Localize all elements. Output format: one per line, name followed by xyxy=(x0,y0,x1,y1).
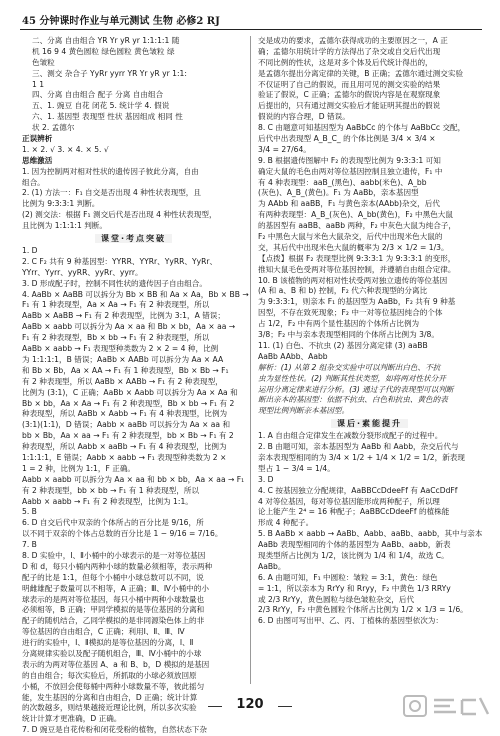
left-text-line: 1. 因为控制两对相对性状的遗传因子彼此分离，自由 xyxy=(22,166,199,176)
right-text-line: 1. A 自由组合定律发生在减数分裂形成配子的过程中。 xyxy=(258,431,443,441)
right-text-line: 后代中出表现型 A_B_C_ 的个体比例是 3/4 × 3/4 × xyxy=(258,134,436,144)
right-text-line: 形成 4 种配子。 xyxy=(258,518,314,528)
left-text-line: 1:1:1:1，E 错误；Aabb × aabb → F₁ 表现型种类数为 2 × xyxy=(22,452,227,462)
right-text-line: AaBb 表现型相同的个体的基因型为 AaBb、aabb，新表 xyxy=(258,540,451,550)
right-text-line: 2. B 由题可知，亲本基因型为 AaBb 和 Aabb，杂交后代与 xyxy=(258,442,459,452)
right-column xyxy=(258,36,481,684)
right-text-line: AaBb。 xyxy=(258,561,286,571)
left-text-line: 3. D 形成配子时，控制不同性状的遗传因子自由组合。 xyxy=(22,278,207,288)
right-text-line: 4. C 按基因独立分配规律，AaBBCcDdeeFf 有 AaCcDdFf xyxy=(258,485,458,495)
right-text-line: (灰色)、A_B_(黄色)。F₁ 为 AaBb，亲本基因型 xyxy=(258,188,419,198)
left-text-line: 配子的比是 1:1，但每个小桶中小球总数可以不同，说 xyxy=(22,572,204,582)
left-text-line: 4. AaBb × AaBB 可以拆分为 Bb × BB 和 Aa × Aa，Bb × BB → xyxy=(22,289,249,299)
right-text-line: 【点拨】根据 F₂ 表现型比例 9:3:3:1 为 9:3:3:1 的变形， xyxy=(258,253,456,263)
right-text-line: 的基因型有 aaBB、aaBb 两种，F₂ 中灰色大鼠为纯合子， xyxy=(258,221,456,231)
left-text-line: Aabb × aabb → F₁ 有 2 种表现型，比例为 1:1。 xyxy=(22,496,193,506)
left-text-line: 7. B xyxy=(22,540,37,550)
left-text-line: 6. D 自交后代中双亲的个体所占的百分比是 9/16，所 xyxy=(22,518,204,528)
left-text-line: 组合。 xyxy=(22,177,45,187)
right-text-line: 验证了假说，C 正确；孟德尔的假说内容是在观察现象 xyxy=(258,90,441,100)
right-text-line: 交是成功的要求，孟德尔获得成功的主要原因之一，A 正 xyxy=(258,36,448,45)
right-text-line: 交，其后代中出现米色大鼠的概率为 2/3 × 1/2 = 1/3。 xyxy=(258,242,449,252)
header-rule xyxy=(20,29,482,30)
left-text-line: 1 = 2 种，比例为 1:1，F 正确。 xyxy=(22,463,136,473)
right-text-line: 3/8；F₂ 中与亲本表现型相同的个体所占比例为 3/8。 xyxy=(258,330,439,340)
left-text-line: F₁ 有 1 种表现型，Aa × Aa → F₁ 有 2 种表现型，所以 xyxy=(22,300,210,310)
left-text-line: 有 2 种表现型，bb × bb → F₁ 有 1 种表现型，所以 xyxy=(22,485,200,495)
left-text-line: 进行的实验中，Ⅰ、Ⅱ模拟的是等位基因的分离，Ⅰ、Ⅱ xyxy=(22,638,194,648)
footer-dash-left xyxy=(208,706,222,707)
left-text-line: AaBb × aabb 可以拆分为 Aa × aa 和 Bb × bb，Aa × aa → xyxy=(22,322,236,332)
left-text-line: 必须相等，B 正确；甲同学模拟的是等位基因的分离和 xyxy=(22,605,205,615)
column-divider xyxy=(250,36,251,684)
right-text-line: 现类型所占比例为 1/2，该比例为 1/4 和 1/4，故选 C。 xyxy=(258,550,449,560)
left-text-line: 1. D xyxy=(22,246,38,256)
left-text-line: 统计计算才更准确，D 正确。 xyxy=(22,714,122,724)
left-text-line: D 和 d，每只小桶内两种小球的数量必须相等，表示两种 xyxy=(22,561,213,571)
left-text-line: 为 1:1:1:1，B 错误；AaBb × AABb 可以拆分为 Aa × AA xyxy=(22,354,224,364)
left-section-title-text: 课堂·考点突破 xyxy=(95,234,172,243)
left-text-line: 二、分离 自由组合 YR Yr yR yr 1:1:1:1 随 xyxy=(32,36,180,45)
left-text-line: AaBb × AaBB → F₁ 有 2 种表现型，比例为 3:1，A 错误； xyxy=(22,311,225,321)
right-text-line: 3. D xyxy=(258,474,274,484)
right-text-line: 型占 1 − 3/4 = 1/4。 xyxy=(258,463,335,473)
left-text-line: 分离规律实验以及配子随机组合，Ⅲ、Ⅳ小桶中的小球 xyxy=(22,648,202,658)
left-text-line: 1 1 xyxy=(32,79,45,89)
left-text-line: 5. B xyxy=(22,507,37,517)
right-text-line: 为 AAbb 和 aaBB，F₁ 与黄色亲本(AAbb)杂交，后代 xyxy=(258,199,440,209)
left-text-line: (3:1)(1:1)，D 错误；Aabb × aaBb 可以拆分为 Aa × aa 和 xyxy=(22,420,231,430)
left-text-line: 机 16 9 4 黄色圆粒 绿色圆粒 黄色皱粒 绿 xyxy=(32,46,175,56)
footer-dash-right xyxy=(278,706,292,707)
left-text-line: 球表示的是两对等位基因，每只小桶中两种小球数量也 xyxy=(22,594,205,604)
left-text-line: 的次数越多，则结果越接近理论比例，所以多次实验 xyxy=(22,703,197,713)
right-section-title xyxy=(258,417,481,431)
right-text-line: 因型，不存在致死现象；F₂ 中一对等位基因纯合的个体 xyxy=(258,308,443,318)
right-text-line: 虫为显性性状。(2) 判断其性状类型，如将两对性状分开 xyxy=(258,373,446,383)
right-text-line: 确定大鼠的毛色由两对等位基因控制且独立遗传，F₁ 中 xyxy=(258,166,443,176)
left-text-line: F₁ 有 2 种表现型，Bb × bb → F₁ 有 2 种表现型，所以 xyxy=(22,333,210,343)
left-text-line: (2) 测交法：根据 F₁ 测交后代是否出现 4 种性状表现型， xyxy=(22,210,217,220)
left-text-line: YYrr、Yyrr、yyRR、yyRr、yyrr。 xyxy=(22,267,143,277)
left-text-line: 的自由组合；每次实验后，所抓取的小球必须放回原 xyxy=(22,670,197,680)
left-text-line: 配子的随机结合，乙同学模拟的是非同源染色体上的非 xyxy=(22,616,205,626)
right-section-title-text: 课后·素能提升 xyxy=(331,419,408,428)
left-text-line: 1. × 2. √ 3. × 4. × 5. √ xyxy=(22,144,109,154)
left-text-line: 六、1. 基因型 表现型 性状 基因组成 相同 性 xyxy=(32,112,183,122)
right-text-line: 2/3 RrYy，F₂ 中黄色圆粒个体所占比例为 1/2 × 1/3 = 1/6。 xyxy=(258,605,468,615)
left-text-line: 有 2 种表现型，所以 AaBb × AABb → F₁ 有 2 种表现型， xyxy=(22,376,223,386)
left-text-line: 2. C F₂ 共有 9 种基因型：YYRR、YYRr、YyRR、YyRr、 xyxy=(22,256,218,266)
left-text-line: 色皱粒 xyxy=(32,57,55,67)
right-text-line: (A 和 a、B 和 b) 控制，F₂ 代六种表现型的分离比 xyxy=(258,286,428,296)
left-text-line: bb × Bb，Aa × aa → F₁ 有 2 种表现型，bb × Bb → F₁ 有 2 xyxy=(22,431,234,441)
right-text-line: 有两种表现型：A_B_(灰色)、A_bb(黄色)，F₂ 中黑色大鼠 xyxy=(258,210,453,220)
right-text-line: 10. B 该植物的两对相对性状受两对独立遗传的等位基因 xyxy=(258,275,448,285)
watermark-stamp-icon xyxy=(400,690,495,722)
left-text-line: 思维激活 xyxy=(22,155,53,165)
right-text-line: 5. B AaBb × aabb → AaBb、Aabb、aaBb、aabb，其中与亲本 xyxy=(258,529,483,539)
page-header xyxy=(20,12,482,28)
left-text-line: 比例为 9:3:3:1 判断。 xyxy=(22,199,100,209)
right-text-line: AaBb AAbb、Aabb xyxy=(258,351,328,361)
header-title: 45 分钟课时作业与单元测试 生物 必修2 RJ xyxy=(22,16,220,27)
right-text-line: 确；孟德尔用统计学的方法得出了杂交或自交后代出现 xyxy=(258,46,441,56)
right-text-line: 是孟德尔提出分离定律的关键，B 正确；孟德尔通过测交实验 xyxy=(258,68,464,78)
left-text-line: 等位基因的自由组合，C 正确；利用Ⅰ、Ⅱ、Ⅲ、Ⅳ xyxy=(22,627,185,637)
right-text-line: 亲本表现型相同的为 3/4 × 1/2 + 1/4 × 1/2 = 1/2，新表现 xyxy=(258,452,465,462)
left-text-line: 明雌雄配子数量可以不相等，A 正确；Ⅲ、Ⅳ小桶中的小 xyxy=(22,583,209,593)
left-text-line: 表示的为两对等位基因 A、a 和 B、b，D 模拟的是基因 xyxy=(22,659,210,669)
right-text-line: 解析：(1) 从第 2 组杂交实验中可以判断出白色、不抗 xyxy=(258,362,441,372)
left-text-line: 种表现型，所以 Aabb × aaBb → F₁ 有 4 种表现型，比例为 xyxy=(22,442,227,452)
left-text-line: AaBb × aabb → F₁ 表现型种类数为 2 × 2 = 4 种，比例 xyxy=(22,344,219,354)
left-text-line: 比例为 (3:1)，C 正确；AaBb × Aabb 可以拆分为 Aa × Aa 和 xyxy=(22,387,238,397)
right-text-line: 断出亲本的基因型：依据不抗虫、白色和抗虫、黄色的表 xyxy=(258,395,448,405)
right-text-line: 为 9:3:3:1，则亲本 F₁ 的基因型为 AaBb，F₂ 共有 9 种基 xyxy=(258,297,456,307)
left-text-line: Bb × bb，Aa × Aa → F₁ 有 2 种表现型，Bb × bb → F₁ 有 2 xyxy=(22,398,235,408)
left-text-line: 能，发生基因的分离和自由组合，D 正确；统计计算 xyxy=(22,692,198,702)
right-text-line: 4 对等位基因，每对等位基因能形成两种配子，所以理 xyxy=(258,496,440,506)
right-text-line: 推知大鼠毛色受两对等位基因控制，并遵循自由组合定律。 xyxy=(258,264,456,274)
right-text-line: 论上能产生 2⁴ = 16 种配子；AaBBCcDdeeFf 的植株能 xyxy=(258,507,450,517)
left-text-line: 且比例为 1:1:1:1 判断。 xyxy=(22,221,107,231)
right-text-line: F₂ 中黑色大鼠与米色大鼠杂交，后代中出现米色大鼠的 xyxy=(258,232,443,242)
left-section-title xyxy=(22,232,245,246)
left-column xyxy=(22,36,249,735)
right-text-line: 假说的内容合理，D 错误。 xyxy=(258,112,350,122)
left-text-line: 2. (1) 方法一：F₁ 自交是否出现 4 种性状表现型，且 xyxy=(22,188,201,198)
left-text-line: 7. D 豌豆是自花传粉和闭花受粉的植物，自然状态下杂 xyxy=(22,725,207,735)
right-text-line: 后提出的，只有通过测交实验后才能证明其提出的假说 xyxy=(258,101,441,111)
right-text-line: 6. A 由题可知，F₁ 中圆粒：皱粒 = 3:1，黄色：绿色 xyxy=(258,572,438,582)
left-text-line: 8. D 实验中，Ⅰ、Ⅱ小桶中的小球表示的是一对等位基因 xyxy=(22,550,206,560)
left-text-line: 状 2. 孟德尔 xyxy=(32,123,75,133)
left-text-line: 三、测交 杂合子 YyRr yyrr YR Yr yR yr 1:1: xyxy=(32,68,187,78)
left-text-line: 种表现型，所以 AaBb × Aabb → F₁ 有 4 种表现型，比例为 xyxy=(22,409,228,419)
right-text-line: 现型比例判断亲本基因型。 xyxy=(258,406,350,416)
left-text-line: 正误辨析 xyxy=(22,134,53,144)
right-text-line: 3/4 = 27/64。 xyxy=(258,144,311,154)
right-text-line: 运用分离定律来进行分析。(3) 通过子代的表现型可以判断 xyxy=(258,384,454,394)
left-text-line: 四、分离 自由组合 配子 分离 自由组合 xyxy=(32,90,164,100)
page-number: 120 xyxy=(236,697,264,712)
left-text-line: 以不同于双亲的个体占总数的百分比是 1 − 9/16 = 7/16。 xyxy=(22,529,223,539)
right-text-line: 11. (1) 白色、不抗虫 (2) 基因分离定律 (3) aaBB xyxy=(258,340,428,350)
left-text-line: 小桶，不放回会使每桶中两种小球数量不等，彼此摇匀 xyxy=(22,681,205,691)
left-text-line: Aabb × aabb 可以拆分为 Aa × aa 和 bb × bb，Aa × aa → F₁ xyxy=(22,474,245,484)
right-text-line: 6. D 由图可写出甲、乙、丙、丁植株的基因型依次为： xyxy=(258,616,443,626)
left-text-line: 五、1. 豌豆 自花 闭花 5. 统计学 4. 假说 xyxy=(32,101,170,111)
right-text-line: 8. C 由题意可知基因型为 AaBbCc 的个体与 AaBbCc 交配， xyxy=(258,123,466,133)
right-text-line: 不仅证明了自己的假说，而且用可见的测交实验的结果 xyxy=(258,79,441,89)
right-text-line: 占 1/2，F₂ 中有两个显性基因的个体所占比例为 xyxy=(258,319,420,329)
right-text-line: 不同比例的性状，这是对多个体及后代统计得出的， xyxy=(258,57,433,67)
right-text-line: 9. B 根据遗传图解中 F₂ 的表现型比例为 9:3:3:1 可知 xyxy=(258,155,441,165)
left-text-line: 和 Bb × Bb，Aa × AA → F₁ 有 1 种表现型，Bb × Bb → F₁ xyxy=(22,365,229,375)
right-text-line: 或 2/3 RrYy，黄色圆粒与绿色皱粒杂交，后代 xyxy=(258,594,415,604)
right-text-line: 有 4 种表现型：aaB_(黑色)、aabb(米色)、A_bb xyxy=(258,177,427,187)
right-text-line: = 1:1，所以亲本为 RrYy 和 Rryy，F₂ 中黄色 1/3 RRYy xyxy=(258,583,451,593)
